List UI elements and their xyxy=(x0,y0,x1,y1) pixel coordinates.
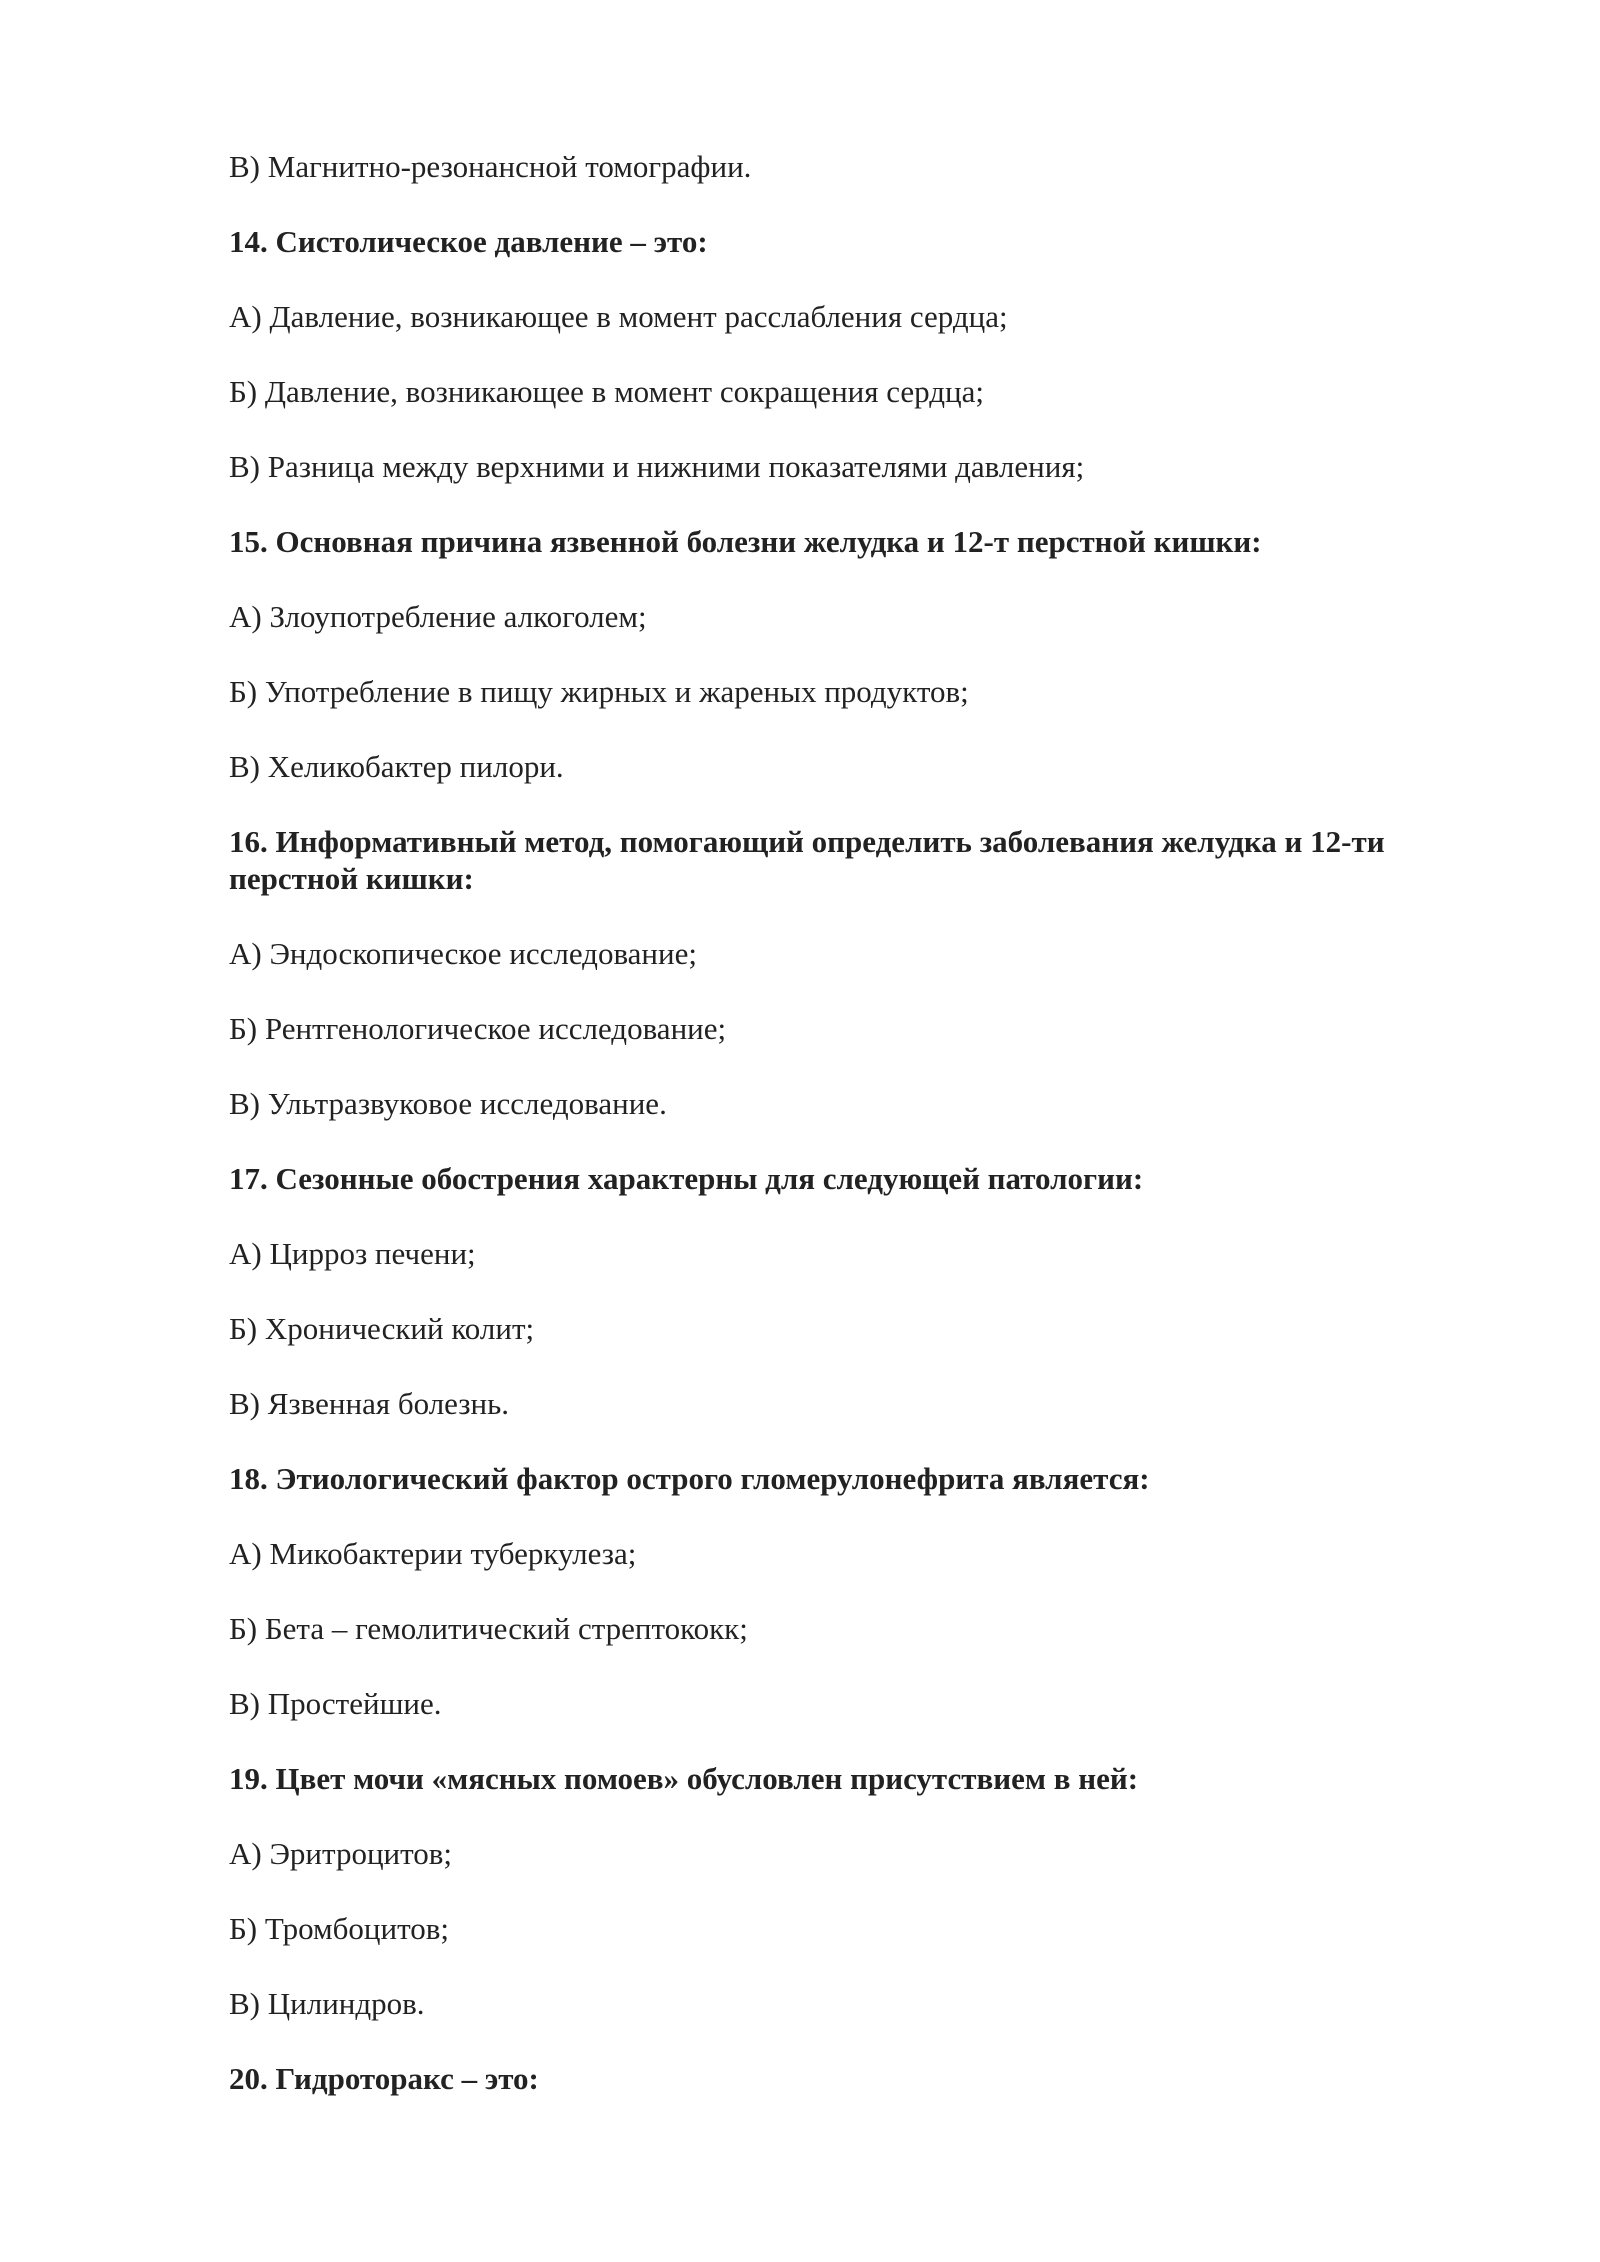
answer-option: В) Язвенная болезнь. xyxy=(229,1386,510,1421)
question-heading: 18. Этиологический фактор острого гломерулонефрита является: xyxy=(229,1461,1150,1496)
answer-option: В) Цилиндров. xyxy=(229,1986,425,2021)
question-heading: 20. Гидроторакс – это: xyxy=(229,2061,539,2096)
answer-option: А) Эндоскопическое исследование; xyxy=(229,936,697,971)
question-heading: 15. Основная причина язвенной болезни желудка и 12-т перстной кишки: xyxy=(229,524,1262,559)
answer-option: В) Простейшие. xyxy=(229,1686,442,1721)
answer-option: Б) Тромбоцитов; xyxy=(229,1911,449,1946)
answer-option: Б) Рентгенологическое исследование; xyxy=(229,1011,727,1046)
question-heading: 14. Систолическое давление – это: xyxy=(229,224,708,259)
answer-option: В) Разница между верхними и нижними показателями давления; xyxy=(229,449,1085,484)
answer-option: В) Магнитно-резонансной томографии. xyxy=(229,149,752,184)
answer-option: В) Ультразвуковое исследование. xyxy=(229,1086,667,1121)
answer-option: А) Микобактерии туберкулеза; xyxy=(229,1536,637,1571)
document-page xyxy=(229,148,1469,2135)
answer-option: Б) Употребление в пищу жирных и жареных продуктов; xyxy=(229,674,969,709)
answer-option: В) Хеликобактер пилори. xyxy=(229,749,564,784)
answer-option: А) Цирроз печени; xyxy=(229,1236,476,1271)
answer-option: Б) Давление, возникающее в момент сокращения сердца; xyxy=(229,374,984,409)
answer-option: Б) Бета – гемолитический стрептококк; xyxy=(229,1611,748,1646)
answer-option: А) Злоупотребление алкоголем; xyxy=(229,599,647,634)
question-heading: 19. Цвет мочи «мясных помоев» обусловлен присутствием в ней: xyxy=(229,1761,1139,1796)
question-heading: 17. Сезонные обострения характерны для следующей патологии: xyxy=(229,1161,1144,1196)
question-heading: 16. Информативный метод, помогающий определить заболевания желудка и 12-ти перстной кишки: xyxy=(229,824,1385,896)
answer-option: А) Давление, возникающее в момент расслабления сердца; xyxy=(229,299,1008,334)
answer-option: Б) Хронический колит; xyxy=(229,1311,535,1346)
answer-option: А) Эритроцитов; xyxy=(229,1836,453,1871)
